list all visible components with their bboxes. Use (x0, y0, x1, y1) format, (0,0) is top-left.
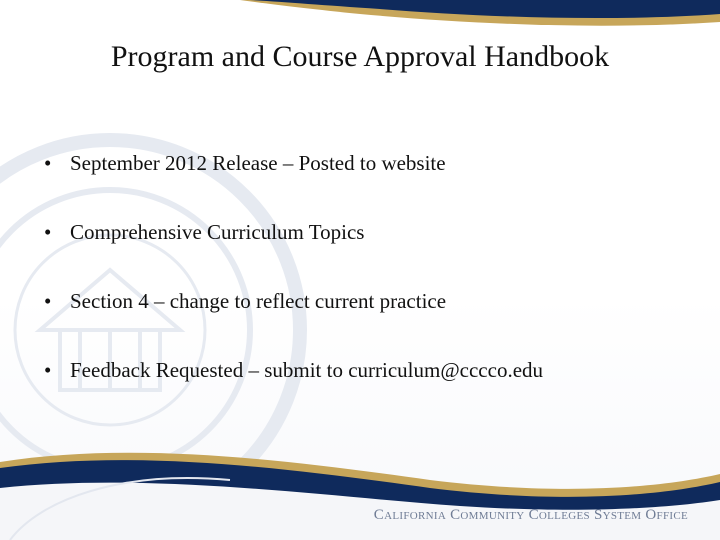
bullet-item (44, 148, 543, 217)
bullet-list (44, 148, 543, 424)
bullet-text: Comprehensive Curriculum Topics (70, 220, 365, 244)
bullet-marker: • (44, 289, 52, 313)
top-wave-decoration (240, 0, 720, 26)
bullet-text: Section 4 – change to reflect current practice (70, 289, 447, 313)
bullet-marker: • (44, 358, 52, 382)
bullet-text: Feedback Requested – submit to curriculum@cccco.edu (70, 358, 544, 382)
bullet-item (44, 217, 543, 286)
footer-organization-name: California Community Colleges System Office (373, 507, 688, 523)
bullet-marker: • (44, 151, 52, 175)
bullet-text: September 2012 Release – Posted to website (70, 151, 446, 175)
bullet-item (44, 355, 543, 424)
bottom-wave-decoration (0, 453, 720, 540)
bullet-item (44, 286, 543, 355)
bullet-marker: • (44, 220, 52, 244)
slide-title: Program and Course Approval Handbook (110, 40, 610, 73)
